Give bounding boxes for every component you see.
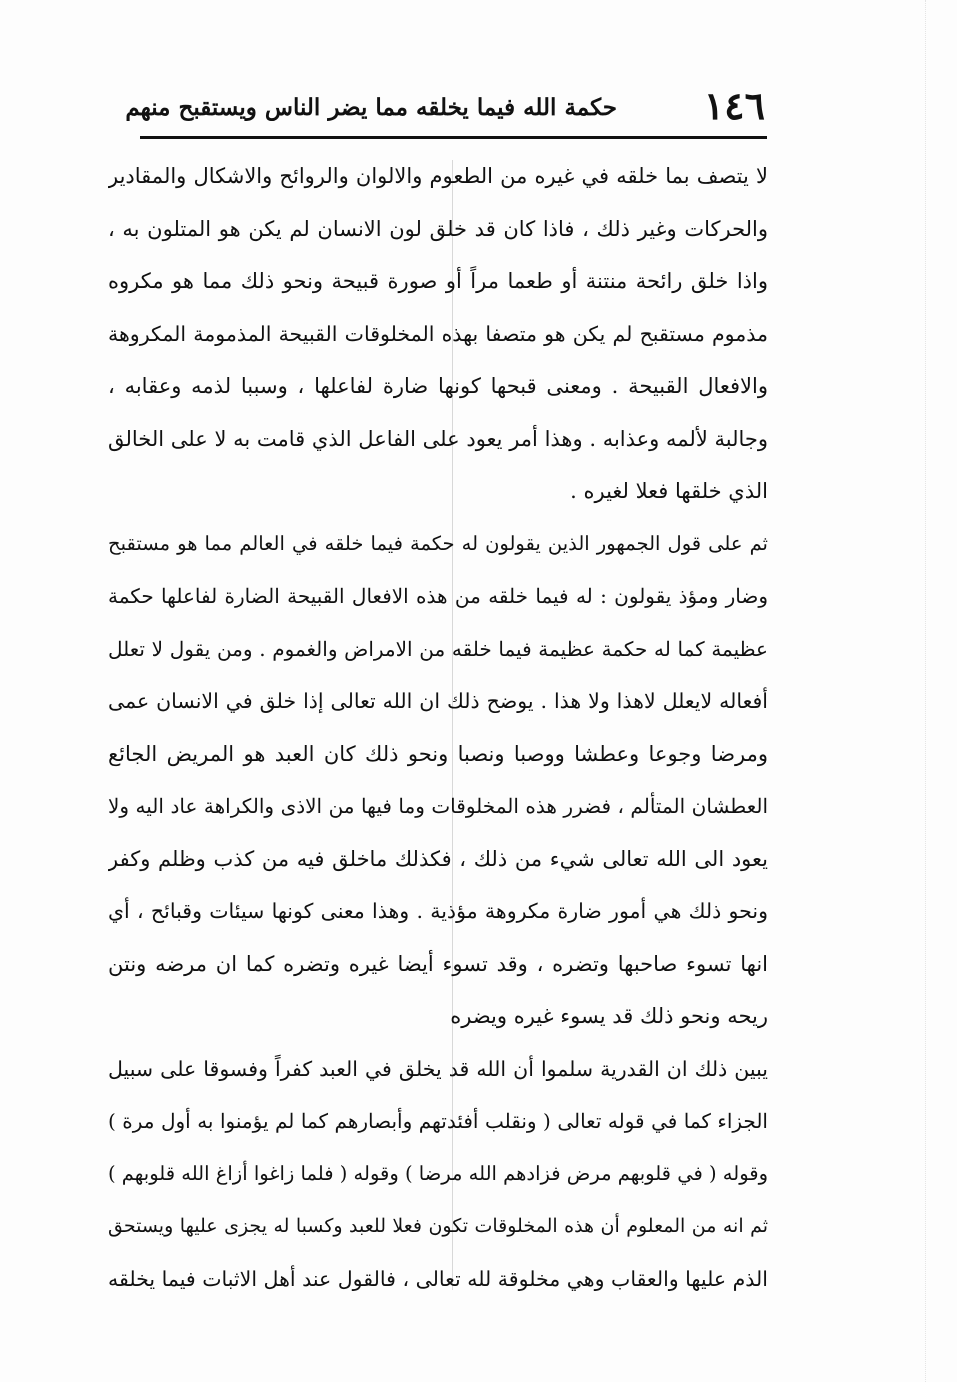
page-header bbox=[125, 82, 765, 134]
text-line: الجزاء كما في قوله تعالى ( ونقلب أفئدتهم وأبصارهم كما لم يؤمنوا به أول مرة ) bbox=[108, 1109, 768, 1133]
page-number: ١٤٦ bbox=[703, 83, 765, 128]
text-line: الذم عليها والعقاب وهي مخلوقة لله تعالى ، فالقول عند أهل الاثبات فيما يخلقه bbox=[108, 1266, 768, 1291]
running-title: حكمة الله فيما يخلقه مما يضر الناس ويستقبح منهم bbox=[125, 94, 617, 121]
text-line: مذموم مستقبح لم يكن هو متصفا بهذه المخلوقات القبيحة المذمومة المكروهة bbox=[108, 321, 768, 346]
text-line: ثم على قول الجمهور الذين يقولون له حكمة فيما خلقه في العالم مما هو مستقبح bbox=[108, 531, 768, 555]
text-line: لا يتصف بما خلقه في غيره من الطعوم والالوان والروائح والاشكال والمقادير bbox=[108, 164, 768, 188]
text-line: والافعال القبيحة . ومعنى قبحها كونها ضارة لفاعلها ، وسببا لذمه وعقابه ، bbox=[108, 374, 768, 398]
text-line: عظيمة كما له حكمة عظيمة فيما خلقه من الامراض والغموم . ومن يقول لا تعلل bbox=[108, 636, 768, 661]
text-line: انها تسوء صاحبها وتضره ، وقد تسوء أيضا غيره وتضره كما ان مرضه ونتن bbox=[108, 951, 768, 976]
text-line: العطشان المتألم ، فضرر هذه المخلوقات وما فيها من الاذى والكراهة عاد اليه ولا bbox=[108, 794, 768, 818]
paragraph bbox=[108, 1200, 768, 1305]
text-line: ومرضا وجوعا وعطشا ووصبا ونصبا ونحو ذلك كان العبد هو المريض الجائع bbox=[108, 741, 768, 766]
text-line: والحركات وغير ذلك ، فاذا كان قد خلق لون الانسان لم يكن هو المتلون به ، bbox=[108, 216, 768, 241]
header-rule bbox=[140, 136, 767, 139]
body-text bbox=[108, 150, 768, 1305]
text-line: وقوله ( في قلوبهم مرض فزادهم الله مرضا ) وقوله ( فلما زاغوا أزاغ الله قلوبهم ) bbox=[108, 1161, 768, 1185]
text-line: ثم انه من المعلوم أن هذه المخلوقات تكون فعلا للعبد وكسبا له يجزى عليها ويستحق bbox=[108, 1215, 768, 1237]
text-line: وجالبة لألمه وعذابه . وهذا أمر يعود على الفاعل الذي قامت به لا على الخالق bbox=[108, 426, 768, 451]
scan-edge-line bbox=[925, 0, 926, 1382]
paragraph bbox=[108, 518, 768, 1043]
text-line: يعود الى الله تعالى شيء من ذلك ، فكذلك ماخلق فيه من كذب وظلم وكفر bbox=[108, 846, 768, 871]
text-line: واذا خلق رائحة منتنة أو طعما مراً أو صورة قبيحة ونحو ذلك مما هو مكروه bbox=[108, 269, 768, 293]
text-line: أفعاله لايعلل لاهذا ولا هذا . يوضح ذلك ان الله تعالى إذا خلق في الانسان عمى bbox=[108, 689, 768, 713]
paragraph bbox=[108, 150, 768, 518]
text-line: الذي خلقها فعلا لغيره . bbox=[570, 479, 768, 503]
text-line: وضار ومؤذ يقولون : له فيما خلقه من هذه الافعال القبيحة الضارة لفاعلها حكمة bbox=[108, 584, 768, 608]
paragraph bbox=[108, 1043, 768, 1201]
text-line: يبين ذلك ان القدرية سلموا أن الله قد يخلق في العبد كفراً وفسوقا على سبيل bbox=[108, 1056, 768, 1081]
text-line: ونحو ذلك هي أمور ضارة مكروهة مؤذية . وهذا معنى كونها سيئات وقبائح ، أي bbox=[108, 899, 768, 923]
text-line: ريحه ونحو ذلك قد يسوء غيره ويضره bbox=[450, 1004, 768, 1028]
